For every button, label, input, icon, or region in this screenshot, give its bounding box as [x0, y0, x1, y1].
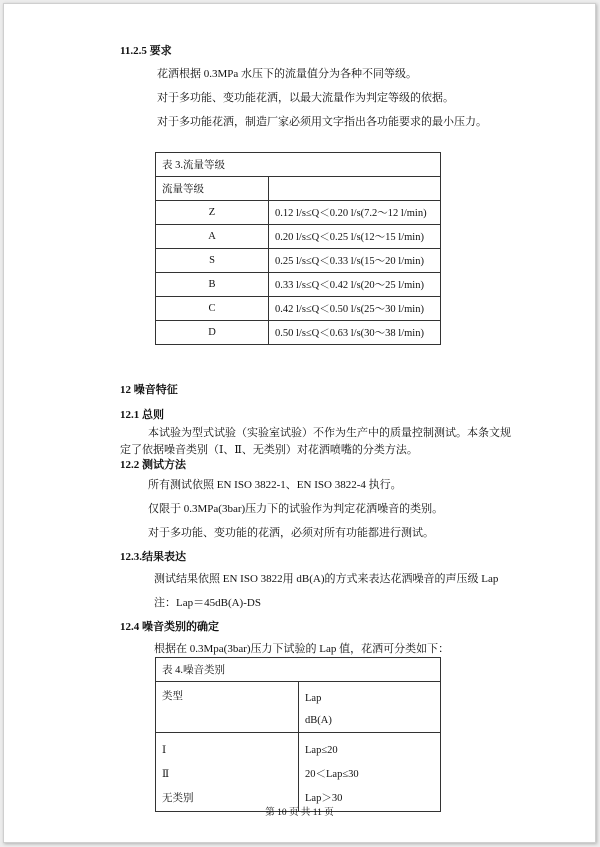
paragraph: 测试结果依照 EN ISO 3822用 dB(A)的方式来表达花洒噪音的声压级 Lap: [154, 573, 499, 585]
heading-12-1: 12.1 总则: [120, 409, 164, 421]
paragraph: 对于多功能、变功能的花洒，必须对所有功能都进行测试。: [148, 527, 434, 539]
header-lap: Lap: [305, 693, 322, 704]
table-row: [156, 225, 441, 249]
table-row: [156, 201, 441, 225]
table-row: [156, 297, 441, 321]
table-header: 类型: [156, 682, 299, 733]
range-cell: 0.33 l/s≤Q＜0.42 l/s(20～25 l/min): [269, 273, 441, 297]
paragraph: 对于多功能花洒，制造厂家必须用文字指出各功能要求的最小压力。: [157, 116, 487, 128]
grade-cell: D: [156, 321, 269, 345]
type-cell: Ⅱ: [162, 769, 170, 780]
range-cell: 0.20 l/s≤Q＜0.25 l/s(12～15 l/min): [269, 225, 441, 249]
range-cell: 0.50 l/s≤Q＜0.63 l/s(30～38 l/min): [269, 321, 441, 345]
table-row: [156, 249, 441, 273]
paragraph: 定了依据噪音类别（Ⅰ、Ⅱ、无类别）对花洒喷嘴的分类方法。: [120, 444, 418, 456]
paragraph: 所有测试依照 EN ISO 3822-1、EN ISO 3822-4 执行。: [148, 479, 402, 491]
paragraph: 根据在 0.3Mpa(3bar)压力下试验的 Lap 值，花洒可分类如下：: [154, 643, 450, 655]
table-row: [156, 273, 441, 297]
heading-12-4: 12.4 噪音类别的确定: [120, 621, 219, 633]
value-cells: [299, 733, 441, 812]
paragraph: 本试验为型式试验（实验室试验）不作为生产中的质量控制测试。本条文规: [148, 427, 511, 439]
table-row-group: [156, 733, 441, 812]
table-header: 流量等级: [156, 177, 269, 201]
grade-cell: Z: [156, 201, 269, 225]
table-flow-grade: [155, 152, 441, 345]
table-caption: 表 4.噪音类别: [156, 658, 441, 682]
range-cell: 0.12 l/s≤Q＜0.20 l/s(7.2～12 l/min): [269, 201, 441, 225]
table-noise-class: [155, 657, 441, 812]
table-caption: 表 3.流量等级: [156, 153, 441, 177]
grade-cell: C: [156, 297, 269, 321]
document-page: [3, 3, 596, 843]
value-cell: 20＜Lap≤30: [305, 769, 359, 780]
grade-cell: S: [156, 249, 269, 273]
header-db: dB(A): [305, 715, 332, 726]
heading-12: 12 噪音特征: [120, 384, 178, 396]
table-header-empty: [269, 177, 441, 201]
heading-11-2-5: 11.2.5 要求: [120, 45, 172, 57]
grade-cell: B: [156, 273, 269, 297]
paragraph: 对于多功能、变功能花洒，以最大流量作为判定等级的依据。: [157, 92, 454, 104]
type-cells: [156, 733, 299, 812]
heading-12-3: 12.3.结果表达: [120, 551, 186, 563]
value-cell: Lap≤20: [305, 745, 338, 756]
range-cell: 0.42 l/s≤Q＜0.50 l/s(25～30 l/min): [269, 297, 441, 321]
table-row: [156, 321, 441, 345]
range-cell: 0.25 l/s≤Q＜0.33 l/s(15～20 l/min): [269, 249, 441, 273]
paragraph: 注：Lap＝45dB(A)-DS: [154, 597, 261, 609]
grade-cell: A: [156, 225, 269, 249]
paragraph: 仅限于 0.3MPa(3bar)压力下的试验作为判定花洒噪音的类别。: [148, 503, 444, 515]
heading-12-2: 12.2 测试方法: [120, 459, 186, 471]
paragraph: 花洒根据 0.3MPa 水压下的流量值分为各种不同等级。: [157, 68, 418, 80]
type-cell: 无类别: [162, 793, 194, 804]
table-header-unit: [299, 682, 441, 733]
type-cell: Ⅰ: [162, 745, 167, 756]
page-footer: 第 10 页 共 11 页: [265, 808, 334, 818]
value-cell: Lap＞30: [305, 793, 343, 804]
